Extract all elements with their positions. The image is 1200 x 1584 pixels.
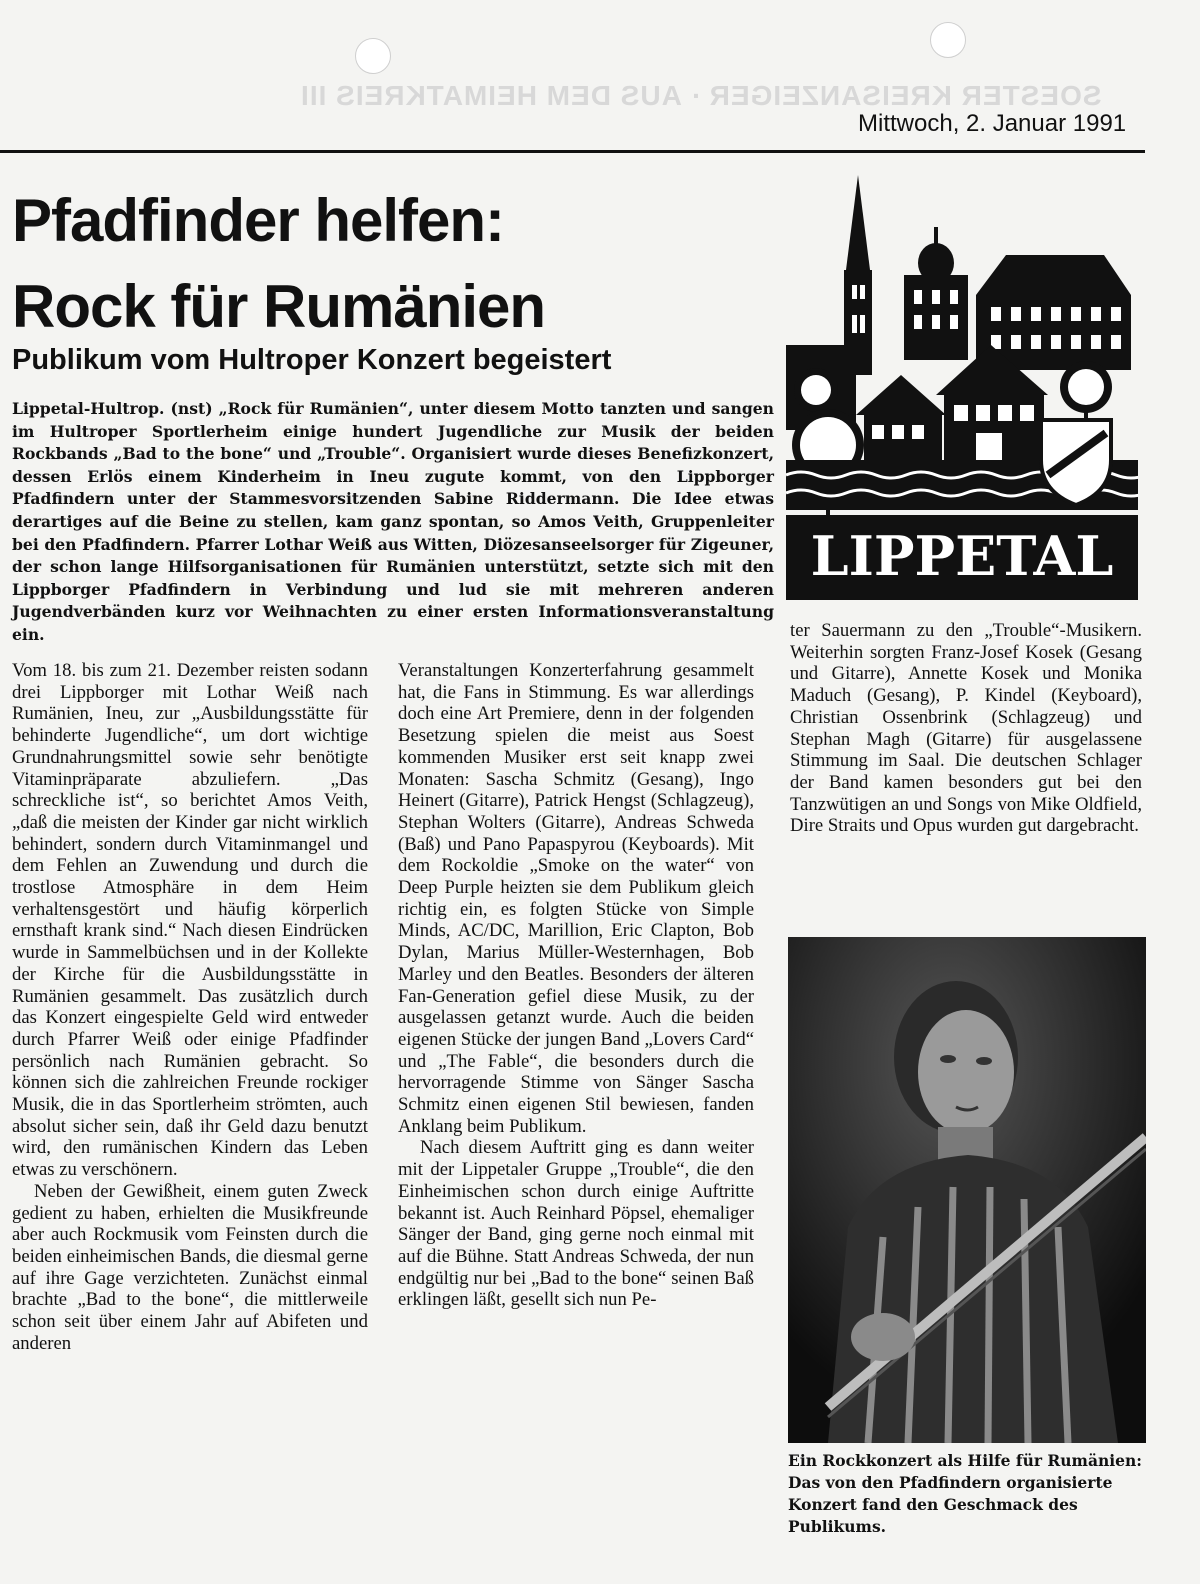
article-subheadline: Publikum vom Hultroper Konzert begeistert <box>12 344 612 376</box>
column-1-paragraph-2: Neben der Gewißheit, einem guten Zweck gedient zu haben, erhielten die Musikfreunde aber auch Rockmusik vom Feinsten durch die beiden einheimischen Bands, die diesmal gerne auf ihre Gage verzichteten. Zunächst einmal brachte „Bad to the bone“, die mittlerweile schon seit über einem Jahr auf Abifeten und anderen <box>12 1180 368 1354</box>
punch-hole-left <box>355 38 391 74</box>
punch-hole-right <box>930 22 966 58</box>
article-lead: Lippetal-Hultrop. (nst) „Rock für Rumänien“, unter diesem Motto tanzten und sangen im Hultroper Sportlerheim einige hundert Jugendliche zur Musik der beiden Rockbands „Bad to the bone“ und „Trouble“. Organisiert wurde dieses Benefizkonzert, dessen Erlös einem Kinderheim in Ineu zugute kommt, von den Lippborger Pfadfindern unter der Stammesvorsitzenden Sabine Riddermann. Die Idee etwas derartiges auf die Beine zu stellen, kam ganz spontan, so Amos Veith, Gruppenleiter bei den Pfadfindern. Pfarrer Lothar Weiß aus Witten, Diözesanseelsorger für Zigeuner, der schon lange Hilfsorganisationen für Rumänien unterstützt, setzte sich mit den Lippborger Pfadfindern in Verbindung und lud sie mit mehreren anderen Jugendverbänden kurz vor Weihnachten zu einer ersten Informationsveranstaltung ein. <box>12 399 774 644</box>
headline-line-1: Pfadfinder helfen: <box>12 187 505 254</box>
column-1-paragraph-1: Vom 18. bis zum 21. Dezember reisten sodann drei Lippborger mit Lothar Weiß nach Rumänien, Ineu, zur „Ausbildungsstätte für behinderte Jugendliche“, um dort wichtige Grundnahrungsmittel sowie sehr benötigte Vitaminpräparate abzuliefern. „Das schreckliche ist“, so berichtet Amos Veith, „daß die meisten der Kinder gar nicht wirklich behindert, sondern durch Vitaminmangel und dem Fehlen an Zuwendung und durch die trostlose Atmosphäre in dem Heim verhaltensgestört und häufig körperlich ernsthaft krank sind.“ Nach diesen Eindrücken wurde in Sammelbüchsen und in der Kollekte der Kirche für die Ausbildungsstätte in Rumänien gesammelt. Das zusätzlich durch das Konzert eingespielte Geld wird entweder durch Pfarrer Weiß oder einige Pfadfinder persönlich nach Rumänien gebracht. So können sich die zahlreichen Freunde rockiger Musik, die in das Sportlerheim strömten, auch absolut sicher sein, daß ihr Geld dazu benutzt wird, den rumänischen Kindern das Leben etwas zu verschönern. <box>12 660 368 1181</box>
logo-text: LIPPETAL <box>810 524 1114 588</box>
issue-date: Mittwoch, 2. Januar 1991 <box>858 110 1127 137</box>
masthead-rule <box>0 150 1145 153</box>
musician-photo-icon <box>788 937 1146 1443</box>
photo-caption: Ein Rockkonzert als Hilfe für Rumänien: Das von den Pfadfindern organisierte Konzert fand den Geschmack des Publikums. <box>788 1451 1143 1536</box>
article-column-1 <box>12 660 368 1355</box>
article-headline <box>12 178 545 350</box>
headline-line-2: Rock für Rumänien <box>12 273 546 340</box>
musician-photo-graphic <box>788 937 1146 1443</box>
article-column-3 <box>790 620 1142 837</box>
column-2-paragraph-1: Veranstaltungen Konzerterfahrung gesammelt hat, die Fans in Stimmung. Es war allerdings doch eine Art Premiere, denn in der folgenden Besetzung spielen die meist aus Soest kommenden Musiker erst seit knapp zwei Monaten: Sascha Schmitz (Gesang), Ingo Heinert (Gitarre), Patrick Hengst (Schlagzeug), Stephan Wolters (Gitarre), Andreas Schweda (Baß) und Pano Papaspyrou (Keyboards). Mit dem Rockoldie „Smoke on the water“ von Deep Purple heizten sie dem Publikum gleich richtig ein, es folgten Stücke von Simple Minds, AC/DC, Marillion, Eric Clapton, Bob Dylan, Marius Müller-Westernhagen, Bob Marley und den Beatles. Besonders der älteren Fan-Generation gefiel diese Musik, zu der ausgelassen getanzt wurde. Auch die beiden eigenen Stücke der jungen Band „Lovers Card“ und „The Fable“, die besonders durch die hervorragende Stimme von Sänger Sascha Schmitz einen eigenen Stil bewiesen, fanden Anklang beim Publikum. <box>398 660 754 1137</box>
bleed-through-header: SOESTER KREISANZEIGER · AUS DEM HEIMATKREIS III <box>300 80 1102 111</box>
column-2-paragraph-2: Nach diesem Auftritt ging es dann weiter mit der Lippetaler Gruppe „Trouble“, die den Einheimischen schon durch einige Auftritte bekannt ist. Auch Reinhard Pöpsel, ehemaliger Sänger der Band, ging gerne noch einmal mit auf die Bühne. Statt Andreas Schweda, der nun endgültig nur bei „Bad to the bone“ seinen Baß erklingen läßt, gesellt sich nun Pe- <box>398 1137 754 1311</box>
lippetal-town-emblem-icon <box>786 175 1138 600</box>
article-column-2 <box>398 660 754 1311</box>
column-3-paragraph-1: ter Sauermann zu den „Trouble“-Musikern. Weiterhin sorgten Franz-Josef Kosek (Gesang und Gitarre), Annette Kosek und Monika Maduch (Gesang), P. Kindel (Keyboard), Christian Ossenbrink (Schlagzeug) und Stephan Magh (Gitarre) für ausgelassene Stimmung im Saal. Die deutschen Schlager der Band kamen besonders gut bei den Tanzwütigen an und Songs von Mike Oldfield, Dire Straits und Opus wurden gut dargebracht. <box>790 620 1142 837</box>
